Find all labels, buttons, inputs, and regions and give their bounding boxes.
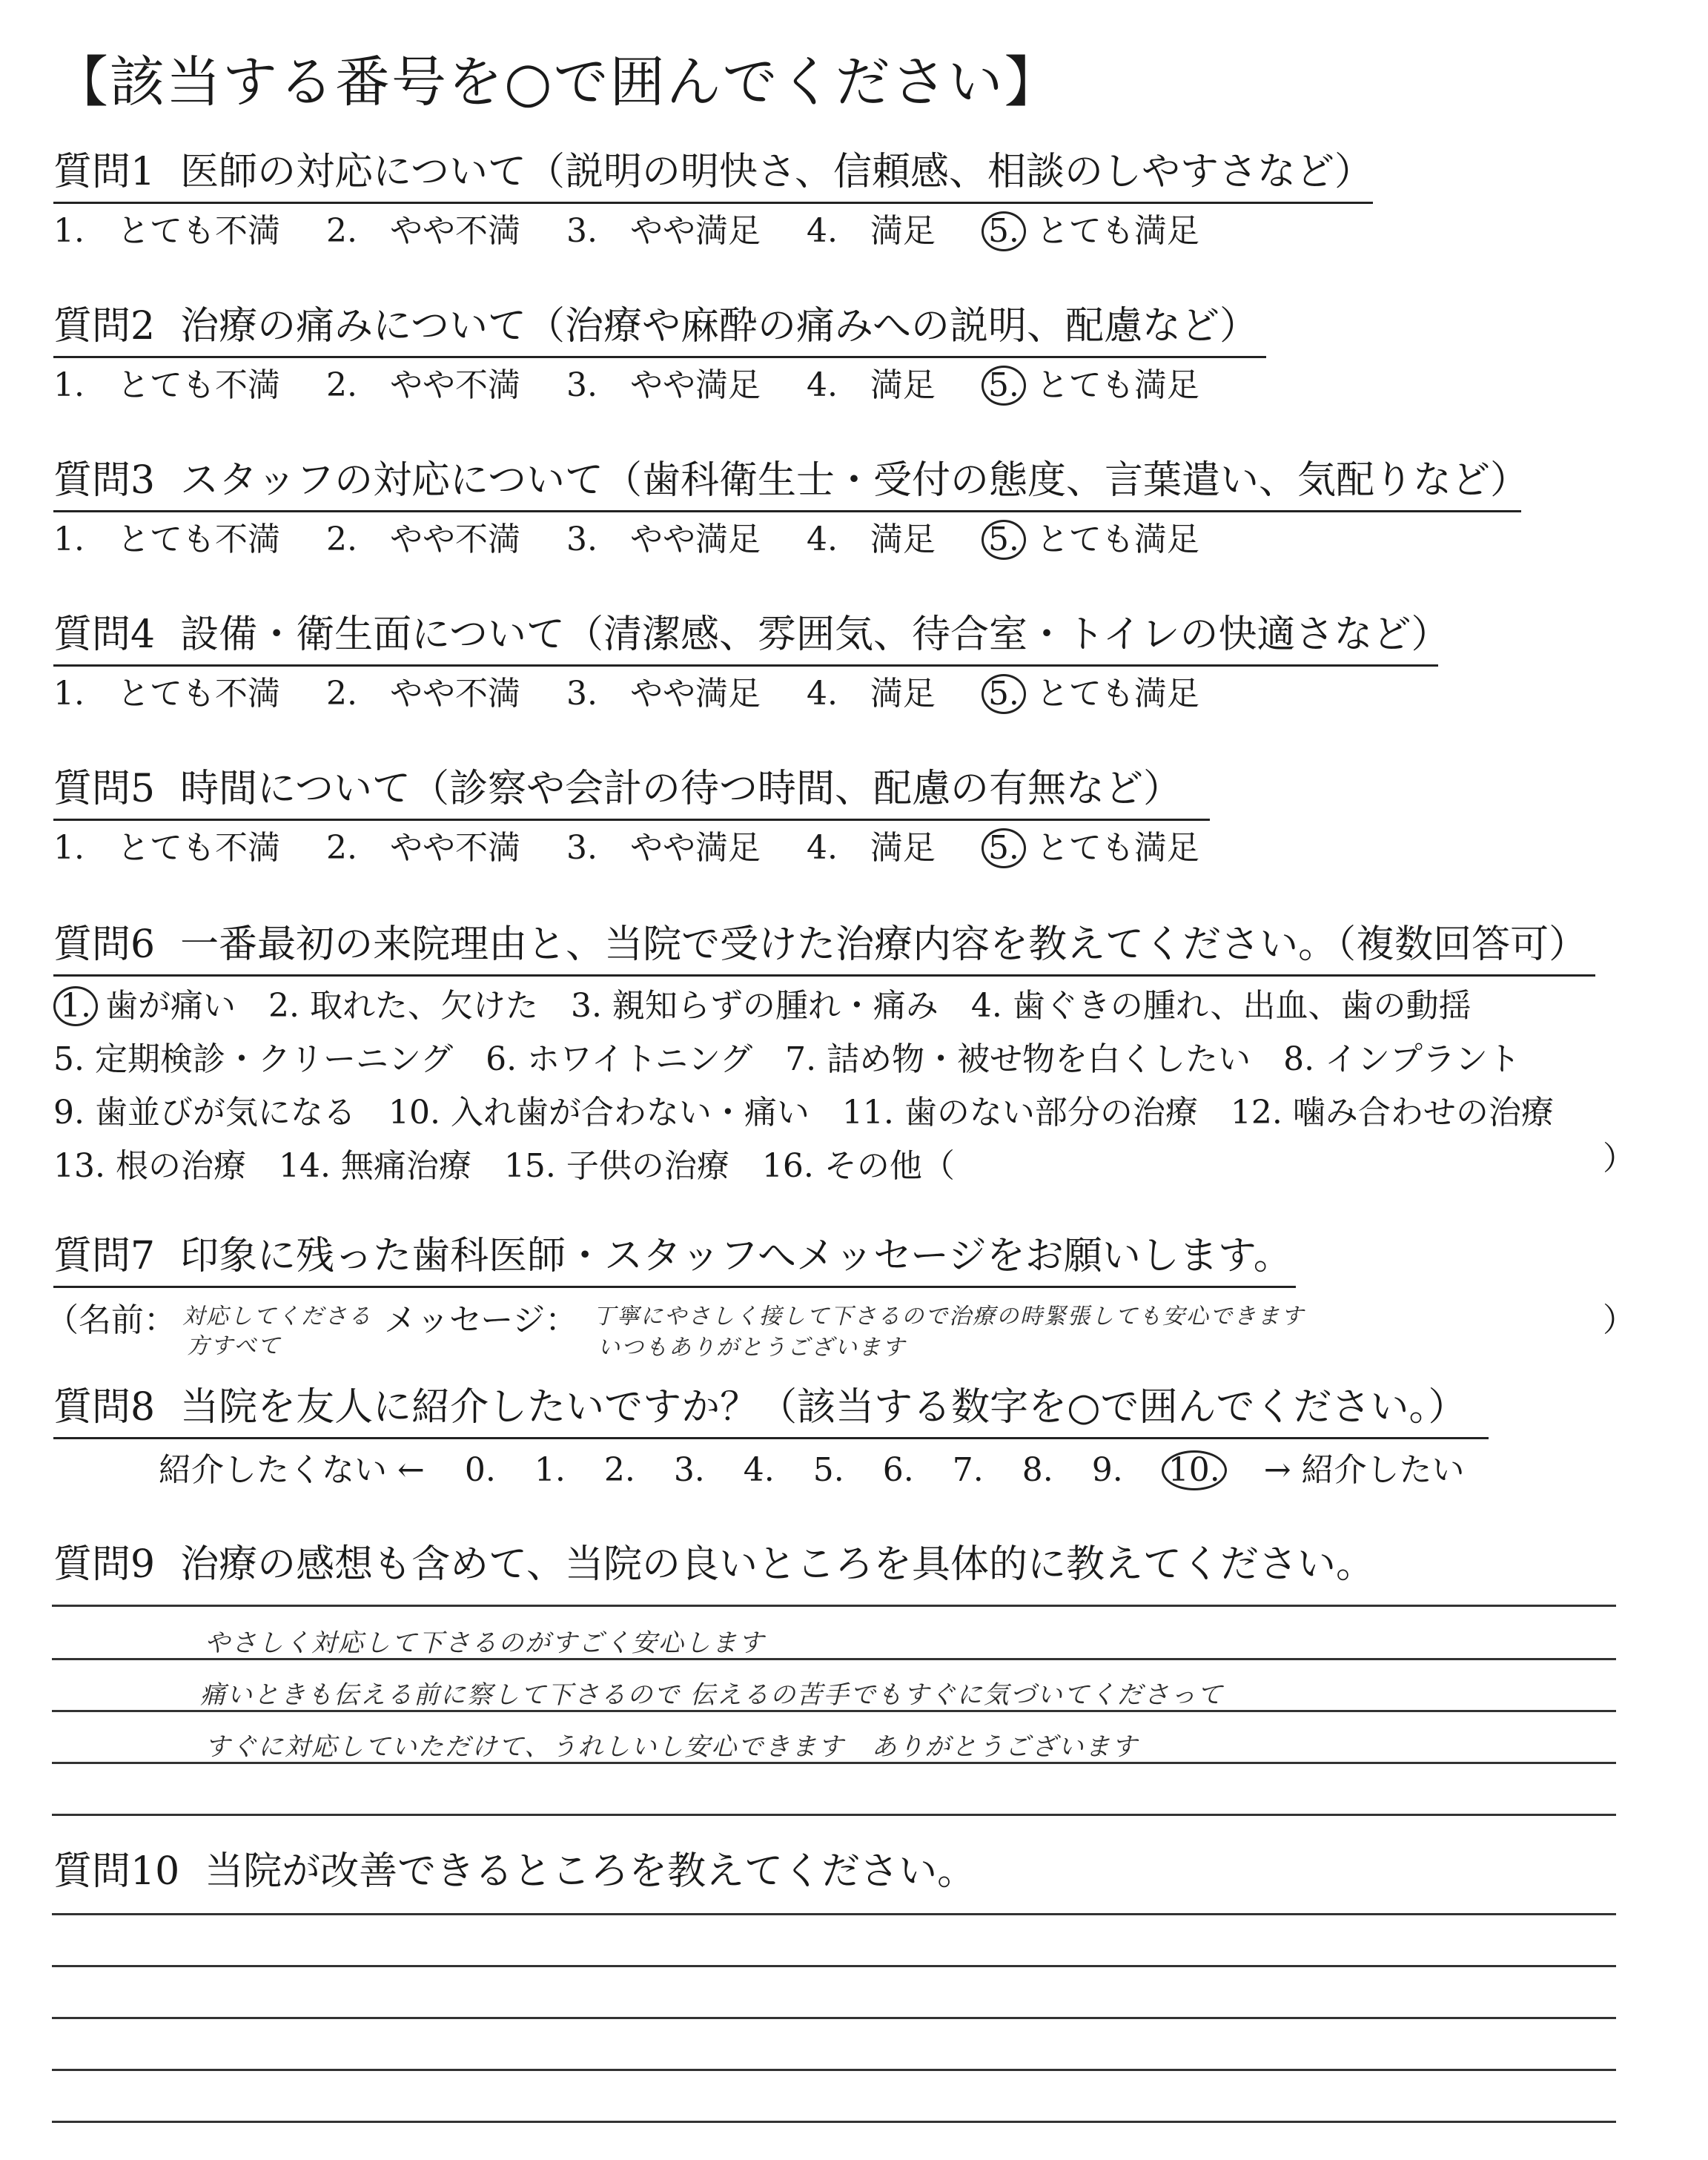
other-close-paren: ）: [1603, 1140, 1635, 1178]
name-handwritten-2[interactable]: 方すべて: [187, 1333, 282, 1359]
score-4[interactable]: 4.: [743, 1451, 775, 1489]
option-5-label: とても満足: [1036, 212, 1199, 250]
answer-line: [52, 2121, 1616, 2123]
answer-line: [52, 1605, 1616, 1607]
message-handwritten-1[interactable]: 丁寧にやさしく接して下さるので治療の時緊張しても安心できます: [593, 1304, 1305, 1330]
question-text: 時間について（診察や会計の待つ時間、配慮の有無など）: [180, 767, 1182, 811]
option-1[interactable]: 1. とても不満: [53, 521, 280, 558]
rating-options: [53, 517, 1521, 563]
question-3-heading: [53, 455, 1529, 512]
name-label: （名前：: [46, 1301, 176, 1339]
option-6[interactable]: 6. ホワイトニング: [486, 1040, 753, 1078]
question-2-heading: [53, 301, 1266, 358]
name-handwritten-1[interactable]: 対応してくださる: [182, 1304, 372, 1330]
question-text: スタッフの対応について（歯科衛生士・受付の態度、言葉遣い、気配りなど）: [180, 458, 1529, 503]
answer-line: [52, 1814, 1616, 1816]
message-label: メッセージ：: [384, 1301, 578, 1339]
option-3[interactable]: 3. やや満足: [566, 366, 761, 404]
option-1[interactable]: 1. とても不満: [53, 212, 280, 250]
question-text: 一番最初の来院理由と、当院で受けた治療内容を教えてください。（複数回答可）: [180, 922, 1588, 967]
question-text: 設備・衛生面について（清潔感、雰囲気、待合室・トイレの快適さなど）: [180, 612, 1450, 657]
question-label: 質問8: [53, 1385, 156, 1430]
score-7[interactable]: 7.: [952, 1451, 984, 1489]
question-text: 当院を友人に紹介したいですか？（該当する数字を○で囲んでください。）: [180, 1385, 1467, 1430]
answer-line: [52, 1762, 1616, 1764]
question-5-heading: [53, 764, 1210, 821]
selected-circle: 10.: [1162, 1450, 1227, 1490]
question-label: 質問9: [53, 1542, 156, 1587]
answer-line: [52, 1658, 1616, 1660]
score-1[interactable]: 1.: [534, 1451, 566, 1489]
answer-line: [52, 1710, 1616, 1712]
selected-circle: 5.: [982, 211, 1026, 251]
option-16-other[interactable]: 16. その他（: [761, 1147, 955, 1185]
question-label: 質問4: [53, 612, 156, 657]
option-5-label: とても満足: [1036, 829, 1199, 867]
option-3[interactable]: 3. やや満足: [566, 675, 761, 713]
option-2[interactable]: 2. やや不満: [325, 212, 520, 250]
score-5[interactable]: 5.: [812, 1451, 844, 1489]
recommend-scale: [159, 1447, 1465, 1493]
selected-circle: 1.: [53, 986, 98, 1026]
rating-options: [53, 825, 1235, 871]
question-7-heading: [53, 1231, 1296, 1288]
answer-handwritten-1[interactable]: やさしく対応して下さるのがすごく安心します: [205, 1628, 765, 1658]
score-2[interactable]: 2.: [603, 1451, 635, 1489]
option-5-label: とても満足: [1036, 675, 1199, 713]
question-4: [53, 610, 1450, 717]
option-4[interactable]: 4. 満足: [806, 829, 936, 867]
option-5[interactable]: 5. 定期検診・クリーニング: [53, 1040, 454, 1078]
option-15[interactable]: 15. 子供の治療: [503, 1147, 729, 1185]
reason-row-2: [53, 1033, 1595, 1086]
answer-handwritten-2[interactable]: 痛いときも伝える前に察して下さるので 伝えるの苦手でもすぐに気づいてくださって: [200, 1680, 1224, 1710]
option-8[interactable]: 8. インプラント: [1283, 1040, 1521, 1078]
option-9[interactable]: 9. 歯並びが気になる: [53, 1094, 356, 1132]
option-4[interactable]: 4. 満足: [806, 212, 936, 250]
option-2[interactable]: 2. 取れた、欠けた: [268, 987, 538, 1025]
option-4[interactable]: 4. 満足: [806, 366, 936, 404]
question-1-heading: [53, 147, 1373, 204]
answer-line: [52, 2017, 1616, 2019]
option-5-label: とても満足: [1036, 366, 1199, 404]
answer-line: [52, 1965, 1616, 1967]
question-6-heading: [53, 919, 1595, 977]
option-2[interactable]: 2. やや不満: [325, 366, 520, 404]
rating-options: [53, 671, 1438, 717]
option-4[interactable]: 4. 満足: [806, 521, 936, 558]
question-3: [53, 455, 1529, 563]
option-1[interactable]: 1. とても不満: [53, 829, 280, 867]
reason-row-3: [53, 1086, 1595, 1140]
question-text: 当院が改善できるところを教えてください。: [205, 1849, 976, 1894]
option-13[interactable]: 13. 根の治療: [53, 1147, 246, 1185]
option-14[interactable]: 14. 無痛治療: [278, 1147, 471, 1185]
score-10-selected[interactable]: [1162, 1447, 1227, 1493]
option-2[interactable]: 2. やや不満: [325, 521, 520, 558]
option-5-selected[interactable]: [982, 825, 1199, 871]
rating-options: [53, 363, 1266, 409]
option-3[interactable]: 3. 親知らずの腫れ・痛み: [570, 987, 939, 1025]
score-6[interactable]: 6.: [882, 1451, 914, 1489]
score-8[interactable]: 8.: [1022, 1451, 1053, 1489]
option-3[interactable]: 3. やや満足: [566, 521, 761, 558]
reason-row-1: [53, 980, 1595, 1033]
question-label: 質問7: [53, 1234, 156, 1278]
question-label: 質問5: [53, 767, 156, 811]
question-8: [53, 1382, 1489, 1439]
option-2[interactable]: 2. やや不満: [325, 675, 520, 713]
question-5: [53, 764, 1235, 871]
question-8-heading: [53, 1382, 1489, 1439]
question-label: 質問1: [53, 150, 156, 194]
option-5-label: とても満足: [1036, 521, 1199, 558]
question-label: 質問6: [53, 922, 156, 967]
question-label: 質問10: [53, 1849, 180, 1894]
question-text: 治療の感想も含めて、当院の良いところを具体的に教えてください。: [180, 1542, 1375, 1587]
option-1[interactable]: 1. とても不満: [53, 675, 280, 713]
answer-handwritten-3[interactable]: すぐに対応していただけて、うれしいし安心できます ありがとうございます: [205, 1732, 1139, 1762]
option-3[interactable]: 3. やや満足: [566, 829, 761, 867]
score-9[interactable]: 9.: [1091, 1451, 1123, 1489]
option-5-selected[interactable]: [982, 363, 1199, 409]
message-handwritten-2[interactable]: いつもありがとうございます: [598, 1335, 906, 1361]
answer-line: [52, 1913, 1616, 1915]
question-label: 質問3: [53, 458, 156, 503]
scale-left-label: 紹介したくない ←: [159, 1451, 425, 1489]
message-close-paren: ）: [1603, 1301, 1635, 1339]
option-5-selected[interactable]: [982, 208, 1199, 254]
question-10-heading: [53, 1846, 976, 1897]
answer-line: [52, 2069, 1616, 2071]
question-label: 質問2: [53, 304, 156, 349]
question-text: 印象に残った歯科医師・スタッフへメッセージをお願いします。: [180, 1234, 1292, 1278]
selected-circle: 5.: [982, 828, 1026, 868]
option-5-selected[interactable]: [982, 671, 1199, 717]
option-4[interactable]: 4. 歯ぐきの腫れ、出血、歯の動揺: [970, 987, 1472, 1025]
selected-circle: 5.: [982, 366, 1026, 406]
rating-options: [53, 208, 1373, 254]
option-4[interactable]: 4. 満足: [806, 675, 936, 713]
question-text: 治療の痛みについて（治療や麻酔の痛みへの説明、配慮など）: [180, 304, 1259, 349]
question-4-heading: [53, 610, 1450, 667]
question-9-heading: [53, 1539, 1374, 1590]
option-11[interactable]: 11. 歯のない部分の治療: [841, 1094, 1198, 1132]
score-3[interactable]: 3.: [673, 1451, 705, 1489]
score-0[interactable]: 0.: [464, 1451, 496, 1489]
question-text: 医師の対応について（説明の明快さ、信頼感、相談のしやすさなど）: [180, 150, 1373, 194]
scale-right-label: → 紹介したい: [1263, 1451, 1465, 1489]
option-10[interactable]: 10. 入れ歯が合わない・痛い: [388, 1094, 810, 1132]
selected-circle: 5.: [982, 674, 1026, 714]
option-1-selected[interactable]: [53, 980, 98, 1033]
selected-circle: 5.: [982, 520, 1026, 560]
page-title: 【該当する番号を○で囲んでください】: [53, 50, 1061, 114]
question-1: [53, 147, 1373, 254]
question-7: [53, 1231, 1296, 1288]
option-2[interactable]: 2. やや不満: [325, 829, 520, 867]
option-1-label: 歯が痛い: [105, 987, 236, 1025]
option-1[interactable]: 1. とても不満: [53, 366, 280, 404]
option-12[interactable]: 12. 噛み合わせの治療: [1230, 1094, 1554, 1132]
reason-row-4: [53, 1140, 1595, 1193]
option-3[interactable]: 3. やや満足: [566, 212, 761, 250]
option-5-selected[interactable]: [982, 517, 1199, 563]
question-6: [53, 919, 1595, 1193]
question-2: [53, 301, 1266, 409]
option-7[interactable]: 7. 詰め物・被せ物を白くしたい: [785, 1040, 1251, 1078]
